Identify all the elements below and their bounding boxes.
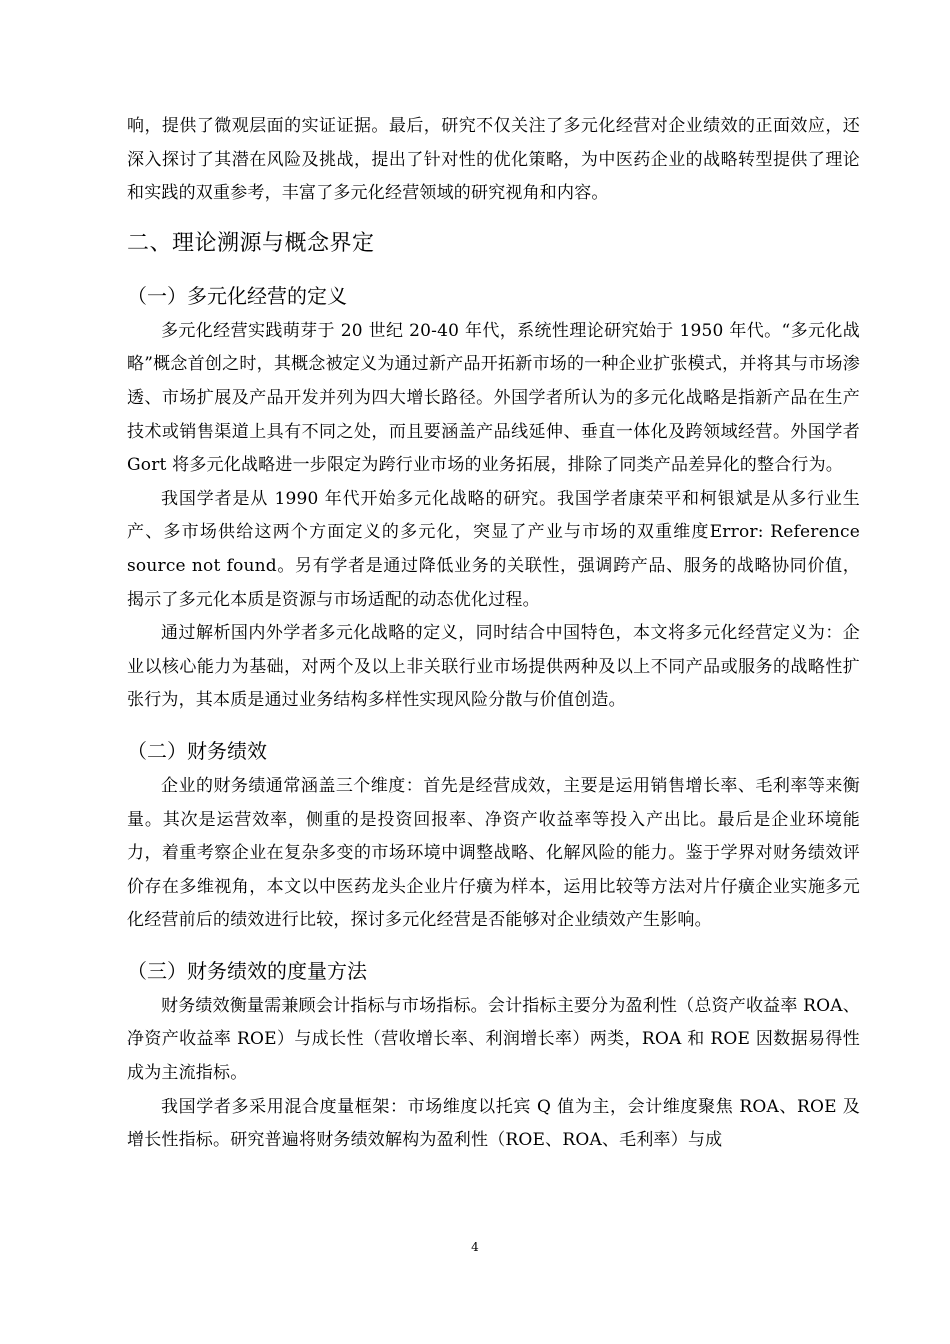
paragraph-measurement-indicators: 财务绩效衡量需兼顾会计指标与市场指标。会计指标主要分为盈利性（总资产收益率 ROA、净资产收益率 ROE）与成长性（营收增长率、利润增长率）两类，ROA 和 ROE 因数据易得性成为主流指标。 bbox=[127, 995, 860, 1084]
paragraph-measurement-framework: 我国学者多采用混合度量框架：市场维度以托宾 Q 值为主，会计维度聚焦 ROA、ROE 及增长性指标。研究普遍将财务绩效解构为盈利性（ROE、ROA、毛利率）与成 bbox=[127, 1096, 860, 1151]
document-body bbox=[127, 110, 860, 1158]
paragraph-definition-summary: 通过解析国内外学者多元化战略的定义，同时结合中国特色，本文将多元化经营定义为：企业以核心能力为基础，对两个及以上非关联行业市场提供两种及以上不同产品或服务的战略性扩张行为，其本质是通过业务结构多样性实现风险分散与价值创造。 bbox=[127, 623, 860, 711]
subsection-heading-measurement: （三）财务绩效的度量方法 bbox=[127, 958, 367, 983]
section-heading: 二、理论溯源与概念界定 bbox=[127, 230, 375, 256]
page-number: 4 bbox=[471, 1240, 479, 1254]
subsection-heading-definition: （一）多元化经营的定义 bbox=[127, 283, 347, 308]
paragraph-definition-origin: 多元化经营实践萌芽于 20 世纪 20-40 年代，系统性理论研究始于 1950 年代。“多元化战略”概念首创之时，其概念被定义为通过新产品开拓新市场的一种企业扩张模式，并将其与市场渗透、市场扩展及产品开发并列为四大增长路径。外国学者所认为的多元化战略是指新产品在生产技术或销售渠道上具有不同之处，而且要涵盖产品线延伸、垂直一体化及跨领域经营。外国学者 Gort 将多元化战略进一步限定为跨行业市场的业务拓展，排除了同类产品差异化的整合行为。 bbox=[127, 320, 860, 476]
subsection-heading-financial-performance: （二）财务绩效 bbox=[127, 738, 267, 763]
paragraph-continued: 响，提供了微观层面的实证证据。最后，研究不仅关注了多元化经营对企业绩效的正面效应，还深入探讨了其潜在风险及挑战，提出了针对性的优化策略，为中医药企业的战略转型提供了理论和实践的双重参考，丰富了多元化经营领域的研究视角和内容。 bbox=[127, 116, 860, 204]
paragraph-domestic-research: 我国学者是从 1990 年代开始多元化战略的研究。我国学者康荣平和柯银斌是从多行业生产、多市场供给这两个方面定义的多元化，突显了产业与市场的双重维度Error: Reference source not found。另有学者是通过降低业务的关联性，强调跨产品、服务的战略协同价值，揭示了多元化本质是资源与市场适配的动态优化过程。 bbox=[127, 488, 860, 610]
paragraph-financial-performance: 企业的财务绩通常涵盖三个维度：首先是经营成效，主要是运用销售增长率、毛利率等来衡量。其次是运营效率，侧重的是投资回报率、净资产收益率等投入产出比。最后是企业环境能力，着重考察企业在复杂多变的市场环境中调整战略、化解风险的能力。鉴于学界对财务绩效评价存在多维视角，本文以中医药龙头企业片仔癀为样本，运用比较等方法对片仔癀企业实施多元化经营前后的绩效进行比较，探讨多元化经营是否能够对企业绩效产生影响。 bbox=[127, 775, 860, 931]
